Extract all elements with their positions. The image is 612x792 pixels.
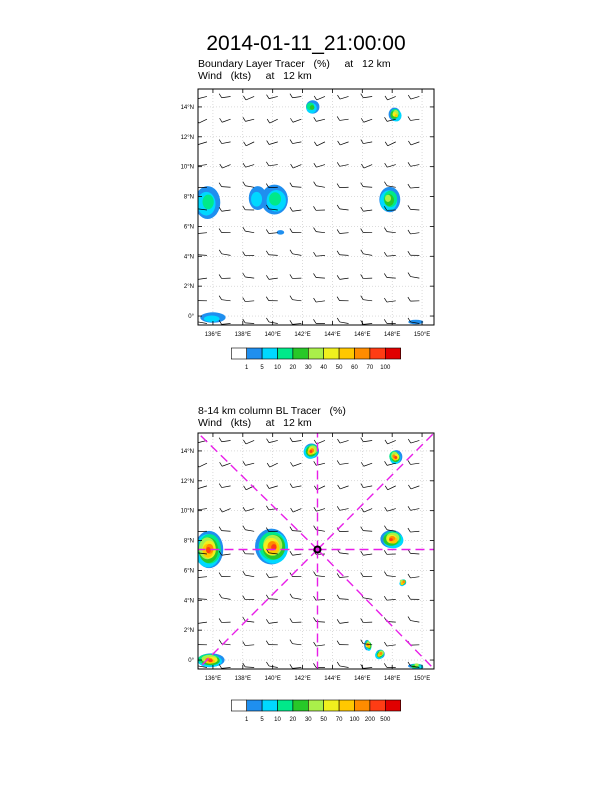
tracer-contour [269,192,281,205]
y-tick-label: 2°N [183,284,194,291]
panel2-subtitle-tracer: 8-14 km column BL Tracer (%) [198,405,346,417]
colorbar-label: 10 [274,365,281,371]
x-tick-label: 142°E [294,676,311,682]
colorbar-box [231,348,246,359]
colorbar-box [370,700,385,711]
colorbar-label: 500 [380,717,391,723]
colorbar-label: 200 [364,717,375,723]
y-tick-label: 0° [188,658,194,665]
tracer-contour [251,192,262,207]
colorbar-label: 20 [289,717,297,723]
tracer-plume [277,230,284,234]
colorbar-box [355,700,370,711]
colorbar-label: 1 [245,717,249,723]
x-tick-label: 144°E [324,332,341,338]
colorbar-box [231,700,246,711]
y-tick-label: 8°N [183,194,194,201]
tracer-contour [204,316,220,322]
tracer-contour [309,450,312,453]
colorbar-label: 100 [349,717,360,723]
x-tick-label: 150°E [413,676,431,682]
x-tick-label: 146°E [354,676,371,682]
colorbar [231,700,400,723]
y-tick-label: 6°N [183,224,194,231]
colorbar-label: 50 [335,365,343,371]
colorbar-box [324,348,339,359]
colorbar-box [339,700,354,711]
colorbar-box [308,348,323,359]
colorbar-label: 5 [260,365,264,371]
panel1-subtitle-wind: Wind (kts) at 12 km [198,70,312,82]
colorbar-box [247,700,262,711]
tracer-contour [208,659,212,662]
y-tick-label: 10°N [180,164,194,171]
colorbar-label: 60 [351,365,358,371]
colorbar-box [324,700,339,711]
y-tick-label: 8°N [183,538,194,545]
map-panel-1 [181,89,434,371]
colorbar-box [370,348,385,359]
x-tick-label: 144°E [324,676,341,682]
tracer-contour [394,456,397,459]
y-tick-label: 14°N [180,448,194,455]
y-tick-label: 6°N [183,568,194,575]
colorbar-label: 1 [245,365,249,371]
x-tick-label: 148°E [383,332,401,338]
colorbar-label: 100 [380,365,391,371]
colorbar-box [308,700,323,711]
colorbar-box [385,348,400,359]
tracer-contour [415,663,419,666]
tracer-contour [277,230,284,234]
page-title: 2014-01-11_21:00:00 [206,32,406,55]
colorbar-box [247,348,262,359]
y-tick-label: 10°N [180,508,194,515]
colorbar-box [355,348,370,359]
colorbar-box [293,348,308,359]
colorbar-label: 50 [320,717,328,723]
tracer-contour [385,195,391,202]
tracer-plume [195,186,220,219]
colorbar [231,348,400,371]
x-tick-label: 146°E [354,332,371,338]
x-tick-label: 140°E [264,676,281,682]
colorbar-box [339,348,354,359]
tracer-contour [389,538,393,541]
x-tick-label: 140°E [264,332,281,338]
colorbar-label: 30 [304,717,312,723]
plot-area [198,89,434,325]
panel1-subtitle-tracer: Boundary Layer Tracer (%) at 12 km [198,58,391,70]
y-tick-label: 0° [188,314,194,321]
tracer-plume [255,529,288,565]
colorbar-label: 70 [366,365,374,371]
colorbar-label: 20 [289,365,297,371]
x-tick-label: 138°E [234,332,252,338]
colorbar-box [278,348,293,359]
colorbar-label: 30 [304,365,312,371]
colorbar-label: 5 [260,717,264,723]
tracer-contour [395,114,398,117]
map-panel-2 [180,416,451,723]
y-tick-label: 12°N [180,478,194,485]
x-tick-label: 136°E [204,676,222,682]
panel2-subtitle-wind: Wind (kts) at 12 km [198,417,312,429]
tracer-plume [379,187,400,212]
y-tick-label: 2°N [183,628,194,635]
tracer-plume [249,186,267,210]
colorbar-box [278,700,293,711]
x-tick-label: 142°E [294,332,311,338]
x-tick-label: 148°E [383,676,401,682]
tracer-contour [206,547,211,553]
y-tick-label: 14°N [180,104,194,111]
y-tick-label: 4°N [183,598,194,605]
colorbar-box [293,700,308,711]
tracer-plume [306,100,319,113]
tracer-contour [379,652,382,655]
colorbar-box [385,700,400,711]
tracer-contour [310,105,315,110]
x-tick-label: 138°E [234,676,252,682]
y-tick-label: 12°N [180,134,194,141]
y-tick-label: 4°N [183,254,194,261]
colorbar-label: 70 [335,717,343,723]
tracer-contour [402,580,405,583]
x-tick-label: 150°E [413,332,431,338]
center-marker-dot [315,548,319,552]
colorbar-box [262,348,277,359]
tracer-contour [203,195,214,210]
colorbar-label: 10 [274,717,281,723]
colorbar-label: 40 [320,365,328,371]
x-tick-label: 136°E [204,332,222,338]
colorbar-box [262,700,277,711]
